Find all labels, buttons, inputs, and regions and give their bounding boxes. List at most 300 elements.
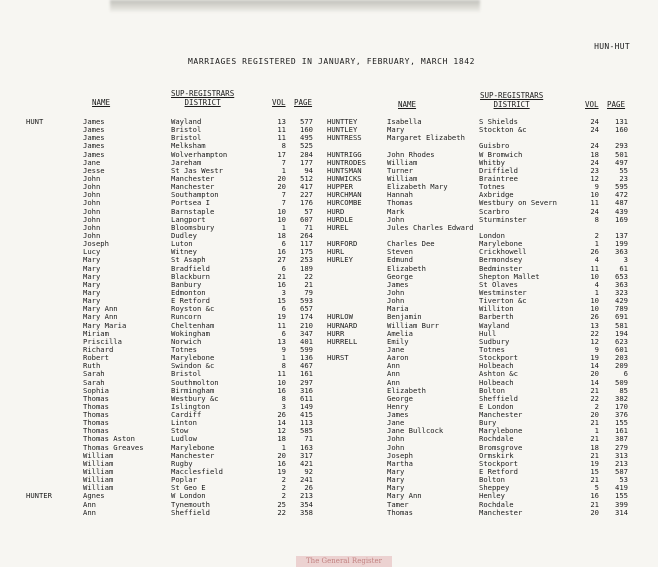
left-district: Birmingham [171,385,215,395]
right-page: 363 [615,279,628,289]
right-page: 131 [615,117,628,126]
right-page: 313 [615,450,628,460]
right-page: 293 [615,141,628,151]
left-district: Sheffield [171,507,210,517]
left-volume: 11 [277,133,286,143]
left-forename: James [83,117,105,126]
right-forename: Hannah [387,190,413,200]
right-surname: HUNTRIGG [327,149,362,159]
left-volume: 6 [281,263,286,273]
right-volume: 21 [590,385,599,395]
right-forename: Jane Bullcock [387,426,444,436]
right-surname: HURR [327,328,345,338]
left-district: Bristol [171,369,202,379]
right-page: 194 [615,328,628,338]
left-forename: William [83,458,114,468]
left-volume: 6 [281,328,286,338]
left-page: 177 [300,157,313,167]
left-surname: HUNTER [26,491,52,501]
right-page: 363 [615,247,628,257]
right-page: 472 [615,190,628,200]
right-district: Totnes [479,182,505,192]
left-volume: 13 [277,336,286,346]
right-district: Manchester [479,507,523,517]
left-district: Southmolton [171,377,219,387]
left-page: 421 [300,458,313,468]
left-page: 176 [300,198,313,208]
right-district: Stockport [479,353,518,363]
left-district: St Jas Westr [171,165,223,175]
left-volume: 13 [277,117,286,126]
left-page: 284 [300,149,313,159]
right-volume: 11 [590,263,599,273]
right-volume: 11 [590,198,599,208]
left-district: Swindon &c [171,361,215,371]
left-volume: 3 [281,287,286,297]
right-volume: 16 [590,491,599,501]
right-district: Wayland [479,320,510,330]
right-page: 61 [619,263,628,273]
left-district: Blackburn [171,271,210,281]
left-forename: Thomas [83,418,109,428]
right-surname: HUREL [327,222,349,232]
right-district: Ashton &c [479,369,518,379]
right-page: 789 [615,304,628,314]
right-volume: 10 [590,296,599,306]
right-volume: 14 [590,361,599,371]
left-page: 264 [300,230,313,240]
page-title: MARRIAGES REGISTERED IN JANUARY, FEBRUARY, MARCH 1842 [188,57,476,66]
left-forename: John [83,198,101,208]
left-forename: Sarah [83,377,105,387]
left-district: Totnes [171,344,197,354]
right-volume: 24 [590,206,599,216]
right-district: London [479,230,505,240]
right-forename: Elizabeth [387,263,426,273]
left-district: Rugby [171,458,193,468]
left-forename: Lucy [83,247,101,257]
left-page: 253 [300,255,313,265]
left-page: 227 [300,190,313,200]
left-forename: John [83,222,101,232]
left-district: Luton [171,239,193,249]
left-district: Tynemouth [171,499,210,509]
left-forename: Jane [83,157,101,167]
left-volume: 16 [277,247,286,257]
left-district: Ludlow [171,434,197,444]
left-volume: 18 [277,230,286,240]
left-page: 599 [300,344,313,354]
left-forename: Robert [83,353,109,363]
left-district: Wayland [171,117,202,126]
right-volume: 18 [590,442,599,452]
right-surname: HURFORD [327,239,358,249]
left-page: 512 [300,173,313,183]
right-forename: Martha [387,458,413,468]
left-forename: Thomas [83,410,109,420]
right-forename: George [387,271,413,281]
right-district: Marylebone [479,239,523,249]
left-page: 117 [300,239,313,249]
right-forename: Jane [387,344,405,354]
left-page: 401 [300,336,313,346]
left-page: 213 [300,491,313,501]
left-name-header: NAME [92,98,111,107]
right-district: Williton [479,304,514,314]
right-forename: John [387,287,405,297]
right-volume: 24 [590,125,599,135]
left-district: Cardiff [171,410,202,420]
left-district: Portsea I [171,198,210,208]
right-district: Stockton &c [479,125,527,135]
left-forename: William [83,483,114,493]
left-district: Wokingham [171,328,210,338]
right-volume: 21 [590,418,599,428]
left-page: 161 [300,369,313,379]
left-volume: 7 [281,198,286,208]
right-forename: Mark [387,206,405,216]
right-volume: 13 [590,320,599,330]
right-page: 23 [619,173,628,183]
right-volume: 20 [590,507,599,517]
left-volume: 14 [277,418,286,428]
left-volume: 8 [281,141,286,151]
left-volume: 1 [281,165,286,175]
left-district: Melksham [171,141,206,151]
right-forename: Elizabeth Mary [387,182,448,192]
right-district: Sheffield [479,393,518,403]
left-district: Manchester [171,450,215,460]
left-forename: William [83,450,114,460]
right-surname: HURD [327,206,345,216]
left-surname: HUNT [26,117,44,126]
left-forename: William [83,475,114,485]
left-page: 577 [300,117,313,126]
left-page: 593 [300,296,313,306]
right-district: Crickhowell [479,247,527,257]
right-forename: Charles Dee [387,239,435,249]
right-page: 382 [615,393,628,403]
right-page: 6 [623,369,628,379]
right-page: 501 [615,149,628,159]
right-district: Bolton [479,475,505,485]
right-forename: Jane [387,418,405,428]
right-district: Bermondsey [479,255,523,265]
left-volume: 10 [277,377,286,387]
left-district: Poplar [171,475,197,485]
left-forename: Thomas [83,393,109,403]
left-page: 163 [300,442,313,452]
left-volume: 22 [277,507,286,517]
right-volume: 10 [590,271,599,281]
right-name-header: NAME [398,100,417,109]
left-district: Wolverhampton [171,149,228,159]
left-page-header: PAGE [294,98,313,107]
right-page: 376 [615,410,628,420]
left-district: Macclesfield [171,467,223,477]
left-page: 316 [300,385,313,395]
left-sup-reg-label: SUP-REGISTRARS [171,89,235,98]
right-surname: HURL [327,247,345,257]
left-page: 136 [300,353,313,363]
right-forename: Amelia [387,328,413,338]
left-page: 210 [300,320,313,330]
right-forename: William Burr [387,320,439,330]
left-page: 525 [300,141,313,151]
right-volume: 2 [594,230,599,240]
right-forename: Mary [387,125,405,135]
left-page: 358 [300,507,313,517]
right-volume: 19 [590,458,599,468]
right-surname: HURRELL [327,336,358,346]
left-forename: Mary [83,279,101,289]
left-volume: 16 [277,385,286,395]
left-volume: 3 [281,401,286,411]
left-district: Dudley [171,230,197,240]
page-reference: HUN-HUT [594,42,630,51]
right-vol-header: VOL [585,100,599,109]
right-forename: Aaron [387,353,409,363]
left-volume: 2 [281,475,286,485]
left-district: Manchester [171,173,215,183]
right-forename: John [387,434,405,444]
left-page: 241 [300,475,313,485]
left-page: 354 [300,499,313,509]
right-district: Tiverton &c [479,296,527,306]
left-district: Langport [171,214,206,224]
left-forename: John [83,173,101,183]
right-forename: Ann [387,369,400,379]
right-volume: 4 [594,255,599,265]
right-district: Sheppey [479,483,510,493]
right-page: 155 [615,418,628,428]
right-page: 399 [615,499,628,509]
left-district: W London [171,491,206,501]
left-district: Linton [171,418,197,428]
right-volume: 24 [590,117,599,126]
left-vol-header: VOL [272,98,286,107]
right-page: 581 [615,320,628,330]
right-volume: 22 [590,328,599,338]
left-forename: Mary [83,263,101,273]
left-district: Bradfield [171,263,210,273]
right-forename: Jules Charles Edward [387,222,474,232]
right-forename: Isabella [387,117,422,126]
right-district: Braintree [479,173,518,183]
left-forename: James [83,149,105,159]
left-volume: 18 [277,434,286,444]
right-page: 213 [615,458,628,468]
left-forename: James [83,133,105,143]
right-district: Bolton [479,385,505,395]
left-district: Royston &c [171,304,215,314]
right-volume: 21 [590,475,599,485]
left-volume: 21 [277,271,286,281]
right-district: Stockport [479,458,518,468]
right-page: 419 [615,483,628,493]
right-volume: 20 [590,369,599,379]
right-district: Bromsgrove [479,442,523,452]
right-forename: Steven [387,247,413,257]
right-district: Shepton Mallet [479,271,540,281]
right-volume: 14 [590,377,599,387]
left-page: 92 [304,467,313,477]
right-volume: 1 [594,426,599,436]
right-district-label: DISTRICT [493,100,530,109]
left-forename: Ann [83,499,96,509]
left-volume: 20 [277,173,286,183]
left-forename: John [83,182,101,192]
left-district: Marylebone [171,442,215,452]
left-page: 174 [300,312,313,322]
left-page: 189 [300,263,313,273]
right-volume: 24 [590,157,599,167]
left-district: E Retford [171,296,210,306]
right-surname: HURCOMBE [327,198,362,208]
left-district: Bloomsbury [171,222,215,232]
left-volume: 10 [277,214,286,224]
right-volume: 1 [594,239,599,249]
right-volume: 5 [594,483,599,493]
left-district: Westbury &c [171,393,219,403]
faded-header-band [110,0,480,12]
right-volume: 10 [590,304,599,314]
right-district: Scarbro [479,206,510,216]
right-surname: HUNTSMAN [327,165,362,175]
right-volume: 2 [594,401,599,411]
left-district: Southampton [171,190,219,200]
right-volume: 18 [590,149,599,159]
left-page: 417 [300,182,313,192]
left-page: 607 [300,214,313,224]
right-volume: 26 [590,312,599,322]
right-district: W Bromwich [479,149,523,159]
right-district-header [480,91,543,109]
right-volume: 21 [590,450,599,460]
left-page: 94 [304,165,313,175]
right-volume: 9 [594,344,599,354]
right-forename: Margaret Elizabeth [387,133,465,143]
right-page: 509 [615,377,628,387]
right-surname: HURCHMAN [327,190,362,200]
right-district: Barberth [479,312,514,322]
right-surname: HURNARD [327,320,358,330]
left-volume: 25 [277,499,286,509]
left-forename: Mary [83,296,101,306]
right-district: Rochdale [479,499,514,509]
right-forename: Emily [387,336,409,346]
right-district: Westminster [479,287,527,297]
right-page: 429 [615,296,628,306]
right-page: 155 [615,491,628,501]
right-page: 439 [615,206,628,216]
right-sup-reg-label: SUP-REGISTRARS [480,91,544,100]
left-district: Marylebone [171,353,215,363]
left-forename: Thomas [83,426,109,436]
left-district: St Asaph [171,255,206,265]
right-surname: HUNWICKS [327,173,362,183]
right-forename: Ann [387,377,400,387]
left-district: Witney [171,247,197,257]
left-forename: Mary [83,271,101,281]
right-surname: HUPPER [327,182,353,192]
right-forename: Edmund [387,255,413,265]
right-page: 3 [623,255,628,265]
right-forename: John [387,214,405,224]
right-forename: Mary Ann [387,491,422,501]
right-volume: 21 [590,499,599,509]
right-district: Westbury on Severn [479,198,557,208]
right-page: 487 [615,198,628,208]
right-district: Bedminster [479,263,523,273]
left-page: 71 [304,222,313,232]
left-page: 113 [300,418,313,428]
right-forename: Joseph [387,450,413,460]
left-page: 71 [304,434,313,444]
table-row [0,509,658,517]
left-volume: 9 [281,344,286,354]
right-page: 199 [615,239,628,249]
left-volume: 6 [281,304,286,314]
left-forename: William [83,467,114,477]
left-volume: 20 [277,450,286,460]
right-forename: James [387,410,409,420]
right-volume: 26 [590,247,599,257]
register-table [0,118,658,517]
right-page: 161 [615,426,628,436]
left-page: 79 [304,287,313,297]
left-volume: 27 [277,255,286,265]
left-district: Manchester [171,182,215,192]
left-forename: James [83,125,105,135]
left-page: 585 [300,426,313,436]
table-row [0,492,658,500]
left-district: Norwich [171,336,202,346]
right-district: Sturminster [479,214,527,224]
right-page: 587 [615,467,628,477]
right-page: 387 [615,434,628,444]
left-page: 149 [300,401,313,411]
left-volume: 8 [281,361,286,371]
left-forename: John [83,214,101,224]
right-surname: HUNTTEY [327,117,358,126]
left-forename: Thomas [83,401,109,411]
right-forename: William [387,173,418,183]
left-forename: John [83,206,101,216]
left-forename: Agnes [83,491,105,501]
right-forename: Mary [387,483,405,493]
right-district: Rochdale [479,434,514,444]
right-volume: 12 [590,336,599,346]
right-volume: 8 [594,214,599,224]
right-forename: Turner [387,165,413,175]
right-page: 137 [615,230,628,240]
left-forename: Mary Maria [83,320,127,330]
left-forename: John [83,230,101,240]
right-page: 595 [615,182,628,192]
right-district: Hull [479,328,497,338]
right-volume: 9 [594,182,599,192]
left-forename: Mary Ann [83,304,118,314]
left-forename: Ruth [83,361,101,371]
right-forename: Mary [387,475,405,485]
left-volume: 11 [277,369,286,379]
right-page: 623 [615,336,628,346]
left-district: Islington [171,401,210,411]
left-volume: 1 [281,222,286,232]
right-district: Driffield [479,165,518,175]
right-forename: Maria [387,304,409,314]
